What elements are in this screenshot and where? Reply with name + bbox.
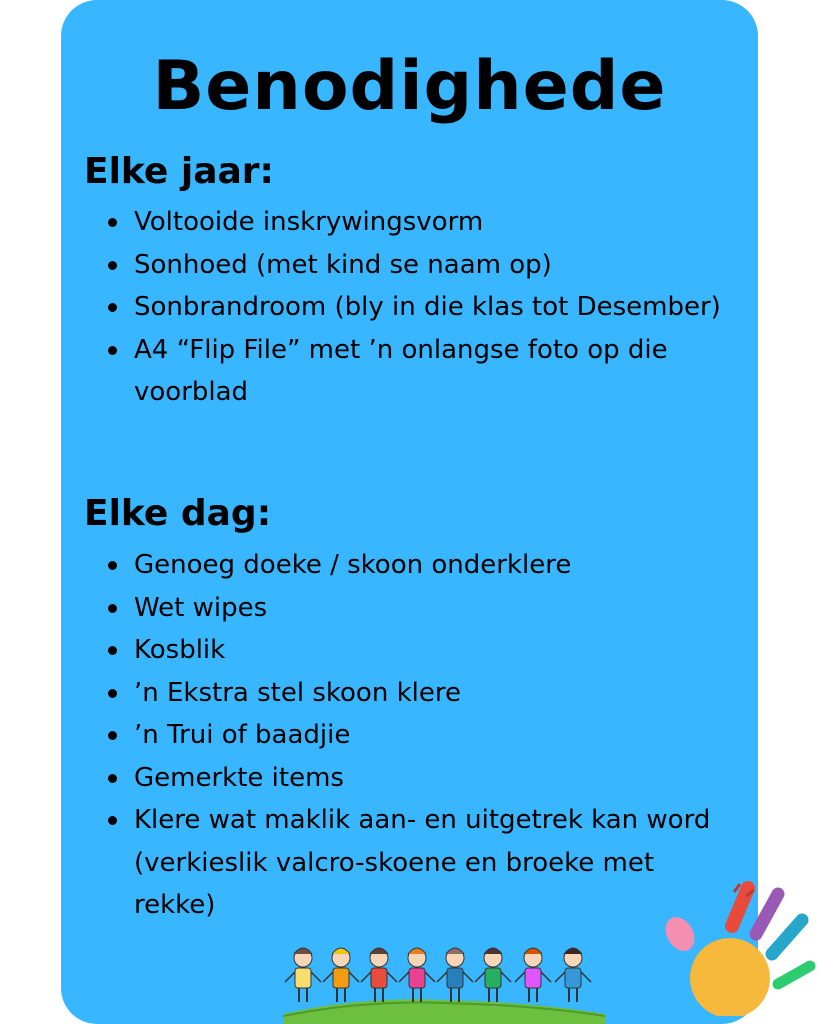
list-item	[108, 329, 738, 414]
list-item	[108, 286, 738, 329]
list-item	[108, 544, 738, 587]
list-item-text: Kosblik	[134, 635, 226, 665]
bullet-icon	[108, 261, 117, 270]
child-figure	[399, 948, 435, 1002]
page-title: Benodighede	[152, 47, 667, 126]
list-item	[108, 672, 738, 715]
list-item-text: Klere wat maklik aan- en uitgetrek kan word (verkieslik valcro-skoene en broeke met rekke)	[134, 805, 711, 920]
list-item-text: Wet wipes	[134, 592, 268, 623]
child-figure	[475, 948, 511, 1002]
child-figure	[437, 948, 473, 1002]
list-item	[108, 629, 738, 672]
every-day-list	[108, 544, 738, 927]
bullet-icon	[108, 303, 117, 312]
list-item-text: A4 “Flip File” met ’n onlangse foto op die voorblad	[134, 334, 668, 407]
child-figure	[555, 948, 591, 1002]
list-item	[108, 587, 738, 630]
list-item	[108, 714, 738, 757]
bullet-icon	[108, 816, 117, 825]
bullet-icon	[108, 604, 117, 613]
child-figure	[515, 948, 551, 1002]
list-item-text: Voltooide inskrywingsvorm	[134, 207, 484, 237]
bullet-icon	[108, 774, 117, 783]
children-holding-hands-illustration	[283, 936, 605, 1024]
bullet-icon	[108, 561, 117, 570]
list-item	[108, 201, 738, 244]
list-item-text: Gemerkte items	[134, 762, 344, 793]
list-item	[108, 244, 738, 287]
bullet-icon	[108, 346, 117, 355]
painted-handprint-illustration	[660, 876, 819, 1016]
bullet-icon	[108, 218, 117, 227]
list-item	[108, 757, 738, 800]
list-item-text: ’n Ekstra stel skoon klere	[134, 677, 461, 708]
child-figure	[323, 948, 359, 1002]
list-item	[108, 799, 738, 927]
child-figure	[285, 948, 321, 1002]
list-item-text: ’n Trui of baadjie	[134, 720, 351, 750]
bullet-icon	[108, 646, 117, 655]
list-item-text: Genoeg doeke / skoon onderklere	[134, 550, 572, 580]
section-heading-every-day: Elke dag:	[84, 493, 272, 534]
section-heading-every-year: Elke jaar:	[84, 151, 274, 192]
list-item-text: Sonhoed (met kind se naam op)	[134, 249, 552, 280]
list-item-text: Sonbrandroom (bly in die klas tot Desember)	[134, 292, 721, 322]
child-figure	[361, 948, 397, 1002]
bullet-icon	[108, 731, 117, 740]
every-year-list	[108, 201, 738, 414]
bullet-icon	[108, 689, 117, 698]
